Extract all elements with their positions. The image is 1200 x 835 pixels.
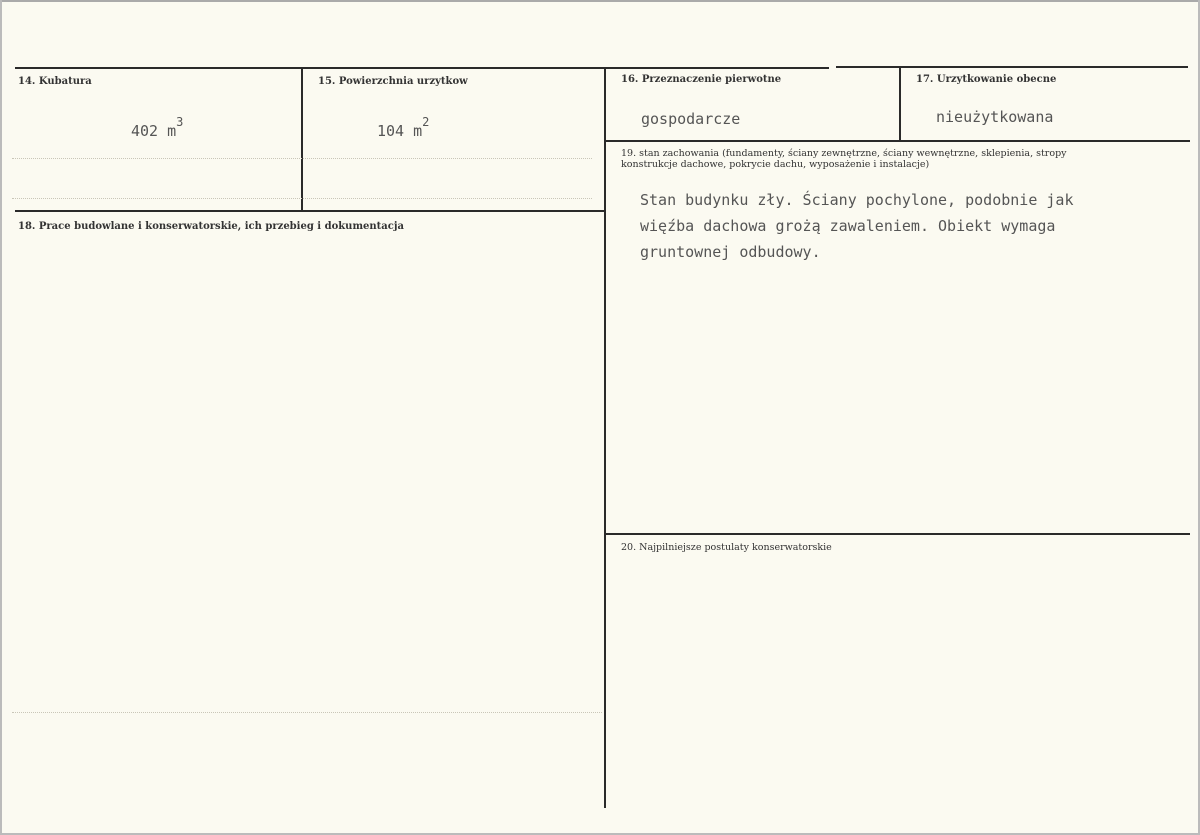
dotted-guide <box>12 158 592 159</box>
rule-below-14-15 <box>15 210 605 212</box>
divider-14-15 <box>301 68 303 211</box>
top-rule-left <box>15 67 829 69</box>
volume-unit: m <box>167 122 177 140</box>
field-15-value <box>377 115 430 140</box>
volume-exponent: 3 <box>176 115 184 129</box>
field-19-label-line2: konstrukcje dachowe, pokrycie dachu, wyposażenie i instalacje) <box>621 159 930 170</box>
volume-number: 402 <box>131 122 159 140</box>
area-number: 104 <box>377 122 405 140</box>
field-17-value: nieużytkowana <box>936 108 1054 126</box>
dotted-guide <box>12 712 602 713</box>
field-18-label: 18. Prace budowlane i konserwatorskie, ich przebieg i dokumentacja <box>18 221 404 232</box>
area-unit: m <box>413 122 423 140</box>
card-border-top <box>0 0 1200 2</box>
center-divider <box>604 68 606 808</box>
field-16-value: gospodarcze <box>641 110 741 128</box>
divider-16-17 <box>899 68 901 141</box>
dotted-guide <box>12 198 592 199</box>
rule-below-16-17 <box>606 140 1190 142</box>
field-14-value <box>131 115 184 140</box>
field-17-label: 17. Urzytkowanie obecne <box>916 74 1057 85</box>
field-20-label: 20. Najpilniejsze postulaty konserwatorskie <box>621 542 832 553</box>
top-rule-right <box>836 66 1188 68</box>
field-19-condition-text: Stan budynku zły. Ściany pochylone, podobnie jak więźba dachowa grożą zawaleniem. Obiekt wymaga gruntownej odbudowy. <box>640 191 1074 261</box>
card-border-left <box>0 0 2 835</box>
field-15-label: 15. Powierzchnia urzytkow <box>318 76 468 87</box>
field-16-label: 16. Przeznaczenie pierwotne <box>621 74 782 85</box>
field-19-label-line1: 19. stan zachowania (fundamenty, ściany zewnętrzne, ściany wewnętrzne, sklepienia, stropy <box>621 148 1067 159</box>
field-14-label: 14. Kubatura <box>18 76 92 87</box>
rule-above-20 <box>606 533 1190 535</box>
area-exponent: 2 <box>422 115 430 129</box>
